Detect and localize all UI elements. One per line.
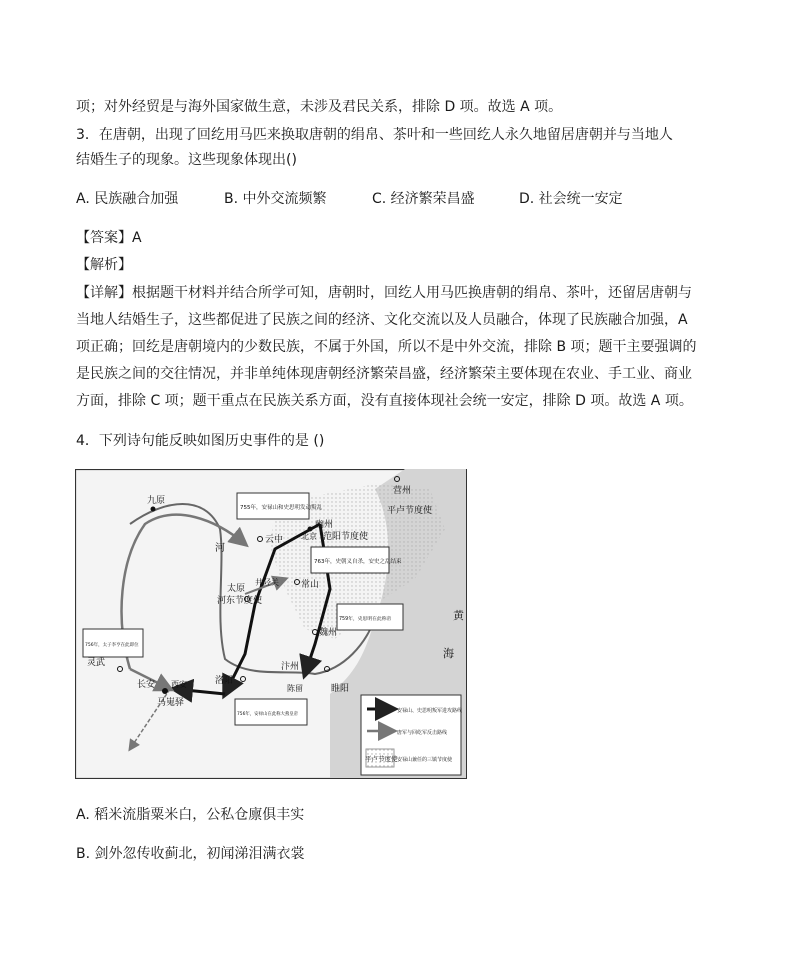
label-huang: 黄	[453, 609, 464, 622]
q3-option-b: B. 中外交流频繁	[224, 191, 327, 207]
place-hedong: 河东节度使	[217, 596, 263, 606]
legend-region-desc: 安禄山兼任的三镇节度使	[397, 757, 453, 763]
question-3-stem-line2: 结婚生子的现象。这些现象体现出()	[76, 152, 297, 168]
q3-detail-line1: 【详解】根据题干材料并结合所学可知，唐朝时，回纥人用马匹换唐朝的绢帛、茶叶，还留居唐朝与	[76, 285, 692, 301]
place-taiyuan: 太原	[227, 584, 246, 594]
note-756-lingwu: 756年，太子李亨在此即位	[85, 643, 139, 648]
place-maweiyi: 马嵬驿	[157, 698, 185, 708]
note-763: 763年，史朝义自杀，安史之乱结束	[314, 559, 402, 565]
note-759: 759年，史思明在此称帝	[339, 617, 392, 622]
prev-answer-tail: 项；对外经贸是与海外国家做生意，未涉及君民关系，排除 D 项。故选 A 项。	[76, 99, 563, 115]
place-changshan: 常山	[301, 580, 320, 590]
place-suiyang: 睢阳	[331, 684, 350, 694]
q3-detail-line3: 项正确；回纥是唐朝境内的少数民族，不属于外国，所以不是中外交流，排除 B 项；题干主要强调的	[76, 339, 697, 355]
q3-option-a: A. 民族融合加强	[76, 191, 179, 207]
label-hai: 海	[443, 647, 454, 660]
place-yingzhou: 营州	[393, 486, 412, 496]
place-chenliu: 陈留	[287, 684, 303, 693]
note-755: 755年，安禄山和史思明发动叛乱	[240, 505, 322, 511]
q4-option-a: A. 稻米流脂粟米白，公私仓廪俱丰实	[76, 807, 305, 823]
q3-analysis-label: 【解析】	[76, 257, 132, 273]
map-legend	[361, 695, 462, 775]
place-bianzhou: 汴州	[281, 662, 300, 672]
place-fanyang: 范阳节度使	[323, 532, 369, 542]
question-3-stem-line1: 3．在唐朝，出现了回纥用马匹来换取唐朝的绢帛、茶叶和一些回纥人永久地留居唐朝并与当地人	[76, 127, 673, 143]
place-changan: 长安	[137, 680, 156, 690]
place-yunzhong: 云中	[265, 535, 284, 545]
q3-option-d: D. 社会统一安定	[519, 191, 623, 207]
place-youzhou: 幽州	[315, 520, 334, 530]
legend-region-label: 平卢节度使	[365, 755, 398, 763]
question-4-stem: 4．下列诗句能反映如图历史事件的是 ()	[76, 433, 325, 449]
place-pinglu: 平卢节度使	[387, 506, 433, 516]
place-beijing: 北京	[301, 532, 317, 541]
q3-option-c: C. 经济繁荣昌盛	[372, 191, 475, 207]
an-shi-rebellion-map	[75, 469, 467, 779]
note-756-luoyang: 756年，安禄山在此称大燕皇帝	[237, 712, 299, 717]
q3-detail-line2: 当地人结婚生子，这些都促进了民族之间的经济、文化交流以及人员融合，体现了民族融合加强，A	[76, 312, 688, 328]
label-he: 河	[215, 543, 225, 554]
q3-answer: 【答案】A	[76, 230, 142, 246]
legend-tang-route: 唐军与回纥军反击路线	[397, 730, 448, 736]
place-jiuyuan: 九原	[147, 496, 166, 506]
q3-detail-line4: 是民族之间的交往情况，并非单纯体现唐朝经济繁荣昌盛，经济繁荣主要体现在农业、手工业、商业	[76, 366, 692, 382]
q3-detail-line5: 方面，排除 C 项；题干重点在民族关系方面，没有直接体现社会统一安定，排除 D 项。故选 A 项。	[76, 393, 693, 409]
q4-option-b: B. 剑外忽传收蓟北，初闻涕泪满衣裳	[76, 846, 305, 862]
place-jingxingguan: 井陉关	[255, 578, 279, 587]
place-luoyang: 洛阳	[215, 676, 234, 686]
place-lingwu: 灵武	[87, 658, 106, 668]
place-xian: 西安	[171, 680, 187, 689]
legend-rebel-route: 安禄山、史思明叛军进攻路线	[397, 708, 463, 714]
place-weizhou: 魏州	[319, 628, 338, 638]
